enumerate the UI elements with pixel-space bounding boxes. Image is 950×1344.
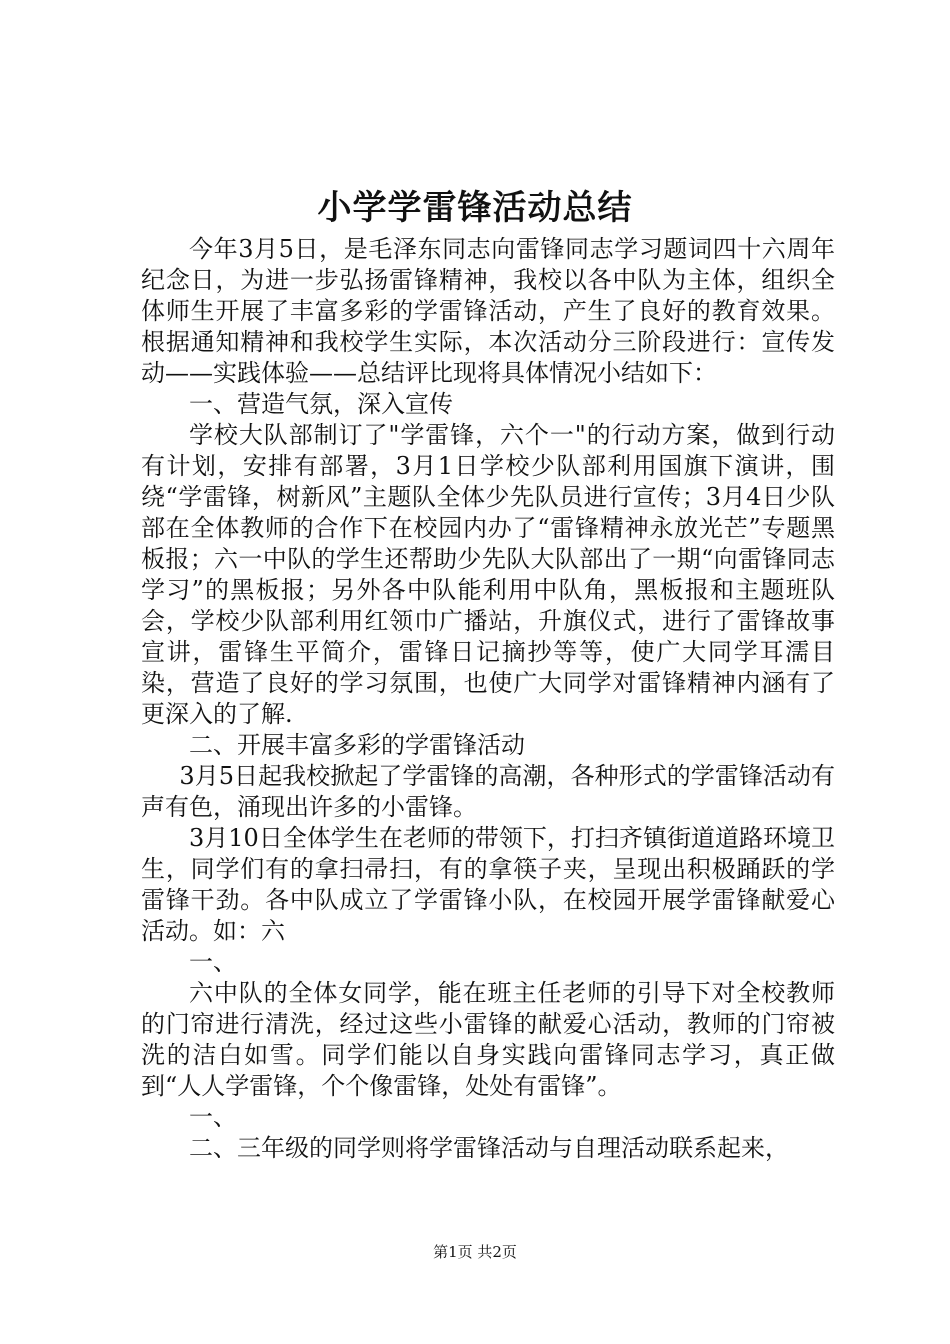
list-marker-2: 一、 [189, 1103, 237, 1131]
section-heading-1: 一、营造气氛，深入宣传 [189, 390, 453, 418]
section-2-paragraph-1: 3月5日起我校掀起了学雷锋的高潮，各种形式的学雷锋活动有声有色，涌现出许多的小雷锋。 [141, 762, 835, 821]
section-1-paragraph: 学校大队部制订了"学雷锋，六个一"的行动方案，做到行动有计划，安排有部署，3月1日学校少队部利用国旗下演讲，围绕“学雷锋，树新风”主题队全体少先队员进行宣传；3月4日少队部在全体教师的合作下在校园内办了“雷锋精神永放光芒”专题黑板报；六一中队的学生还帮助少先队大队部出了一期“向雷锋同志学习”的黑板报；另外各中队能利用中队角，黑板报和主题班队会，学校少队部利用红领巾广播站，升旗仪式，进行了雷锋故事宣讲，雷锋生平简介，雷锋日记摘抄等等，使广大同学耳濡目染，营造了良好的学习氛围，也使广大同学对雷锋精神内涵有了更深入的了解. [141, 421, 835, 728]
page-number-footer: 第1页 共2页 [433, 1243, 517, 1261]
document-title: 小学学雷锋活动总结 [317, 188, 633, 228]
section-2-paragraph-2: 3月10日全体学生在老师的带领下，打扫齐镇街道道路环境卫生，同学们有的拿扫帚扫，有的拿筷子夹，呈现出积极踊跃的学雷锋干劲。各中队成立了学雷锋小队，在校园开展学雷锋献爱心活动。如：六 [141, 824, 835, 945]
section-heading-2: 二、开展丰富多彩的学雷锋活动 [189, 731, 525, 759]
section-2-paragraph-3: 六中队的全体女同学，能在班主任老师的引导下对全校教师的门帘进行清洗，经过这些小雷锋的献爱心活动，教师的门帘被洗的洁白如雪。同学们能以自身实践向雷锋同志学习，真正做到“人人学雷锋，个个像雷锋，处处有雷锋”。 [141, 979, 835, 1100]
section-2-paragraph-4: 二、三年级的同学则将学雷锋活动与自理活动联系起来， [189, 1134, 789, 1162]
list-marker-1: 一、 [189, 948, 237, 976]
intro-paragraph: 今年3月5日，是毛泽东同志向雷锋同志学习题词四十六周年纪念日，为进一步弘扬雷锋精神，我校以各中队为主体，组织全体师生开展了丰富多彩的学雷锋活动，产生了良好的教育效果。根据通知精神和我校学生实际，本次活动分三阶段进行：宣传发动——实践体验——总结评比现将具体情况小结如下： [141, 235, 835, 387]
document-body [141, 234, 835, 1164]
